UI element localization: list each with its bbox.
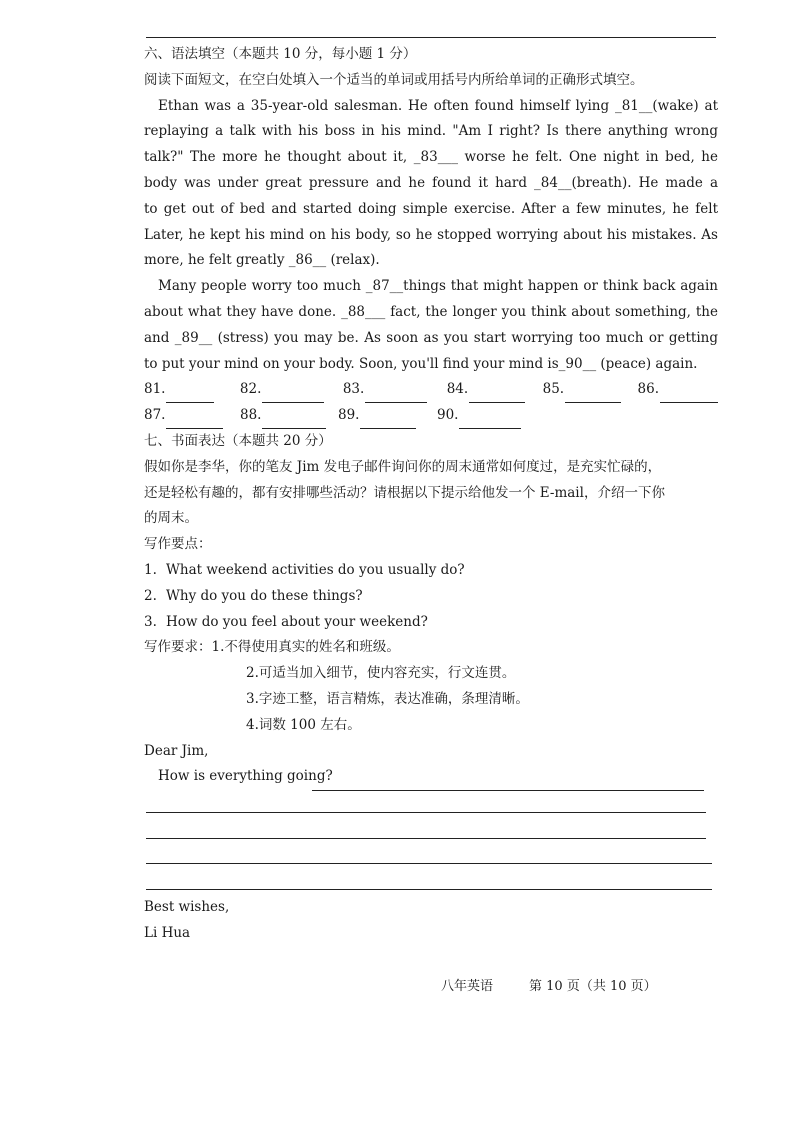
answer-83: 83. (343, 377, 447, 403)
point-item: 3. How do you feel about your weekend? (144, 613, 428, 630)
section7-title: 七、书面表达（本题共 20 分） (144, 432, 332, 449)
answer-blank[interactable] (365, 386, 427, 403)
footer-page-number: 第 10 页（共 10 页） (529, 979, 657, 994)
answer-blank[interactable] (565, 386, 621, 403)
answer-blank[interactable] (360, 412, 416, 429)
answer-blank[interactable] (166, 412, 223, 429)
answer-90: 90. (437, 403, 521, 429)
requirements-label: 写作要求： (144, 639, 212, 656)
passage-line: about what they have done. _88___ fact, the longer you think about something, the (144, 303, 718, 320)
answer-blank[interactable] (459, 412, 521, 429)
answer-81: 81. (144, 377, 240, 403)
answer-blank[interactable] (262, 386, 324, 403)
points-label: 写作要点： (144, 536, 212, 553)
prompt-line: 还是轻松有趣的，都有安排哪些活动？请根据以下提示给他发一个 E-mail，介绍一下你 (144, 484, 665, 501)
answer-85: 85. (543, 377, 638, 403)
signature: Li Hua (144, 924, 191, 941)
answer-86: 86. (638, 377, 718, 403)
section6-title: 六、语法填空（本题共 10 分，每小题 1 分） (144, 46, 417, 62)
passage-line: to put your mind on your body. Soon, you'll find your mind is_90__ (peace) again. (144, 355, 698, 372)
section6-instruction: 阅读下面短文，在空白处填入一个适当的单词或用括号内所给单词的正确形式填空。 (144, 71, 644, 88)
answer-row-1 (144, 377, 718, 403)
answer-88: 88. (240, 403, 338, 429)
answer-blank[interactable] (469, 386, 525, 403)
answer-blank[interactable] (262, 412, 326, 429)
answer-blank[interactable] (166, 386, 214, 403)
writing-line[interactable] (146, 812, 706, 813)
passage-line: Later, he kept his mind on his body, so he stopped worrying about his mistakes. As (144, 226, 718, 243)
passage-line: more, he felt greatly _86__ (relax). (144, 252, 380, 269)
opening-line: How is everything going? (158, 768, 333, 785)
closing: Best wishes, (144, 899, 230, 915)
writing-line[interactable] (146, 863, 712, 864)
page-content (144, 42, 718, 790)
writing-line[interactable] (312, 790, 704, 791)
point-item: 1. What weekend activities do you usually do? (144, 561, 465, 578)
requirement-item: 2.可适当加入细节，使内容充实，行文连贯。 (246, 665, 516, 682)
passage (144, 94, 718, 378)
answer-84: 84. (447, 377, 543, 403)
answer-89: 89. (338, 403, 437, 429)
prompt-line: 假如你是李华，你的笔友 Jim 发电子邮件询问你的周末通常如何度过，是充实忙碌的， (144, 458, 662, 475)
answer-82: 82. (240, 377, 343, 403)
passage-line: to get out of bed and started doing simple exercise. After a few minutes, he felt (144, 200, 718, 217)
writing-line[interactable] (146, 838, 706, 839)
requirement-item: 3.字迹工整，语言精炼，表达准确，条理清晰。 (246, 690, 529, 707)
answer-row-2 (144, 403, 718, 429)
requirement-item: 4.词数 100 左右。 (246, 716, 361, 733)
passage-line: Ethan was a 35-year-old salesman. He often found himself lying _81__(wake) at (158, 97, 718, 114)
sign-off (144, 895, 229, 947)
passage-line: replaying a talk with his boss in his mind. "Am I right? Is there anything wrong (144, 123, 718, 140)
footer-subject: 八年英语 (441, 979, 494, 994)
prompt-line: 的周末。 (144, 510, 198, 527)
writing-line[interactable] (146, 889, 712, 890)
passage-line: Many people worry too much _87__things that might happen or think back again (158, 278, 718, 295)
answer-87: 87. (144, 403, 240, 429)
passage-line: body was under great pressure and he found it hard _84__(breath). He made a (144, 174, 718, 191)
top-rule (146, 37, 716, 38)
passage-line: talk?" The more he thought about it, _83___ worse he felt. One night in bed, he (144, 149, 718, 166)
answer-blank[interactable] (660, 386, 718, 403)
greeting: Dear Jim, (144, 742, 209, 759)
point-item: 2. Why do you do these things? (144, 587, 363, 604)
passage-line: and _89__ (stress) you may be. As soon as you start worrying too much or getting (144, 329, 718, 346)
page-footer (441, 975, 657, 994)
requirement-first (144, 635, 718, 661)
requirement-item: 1.不得使用真实的姓名和班级。 (211, 639, 400, 656)
